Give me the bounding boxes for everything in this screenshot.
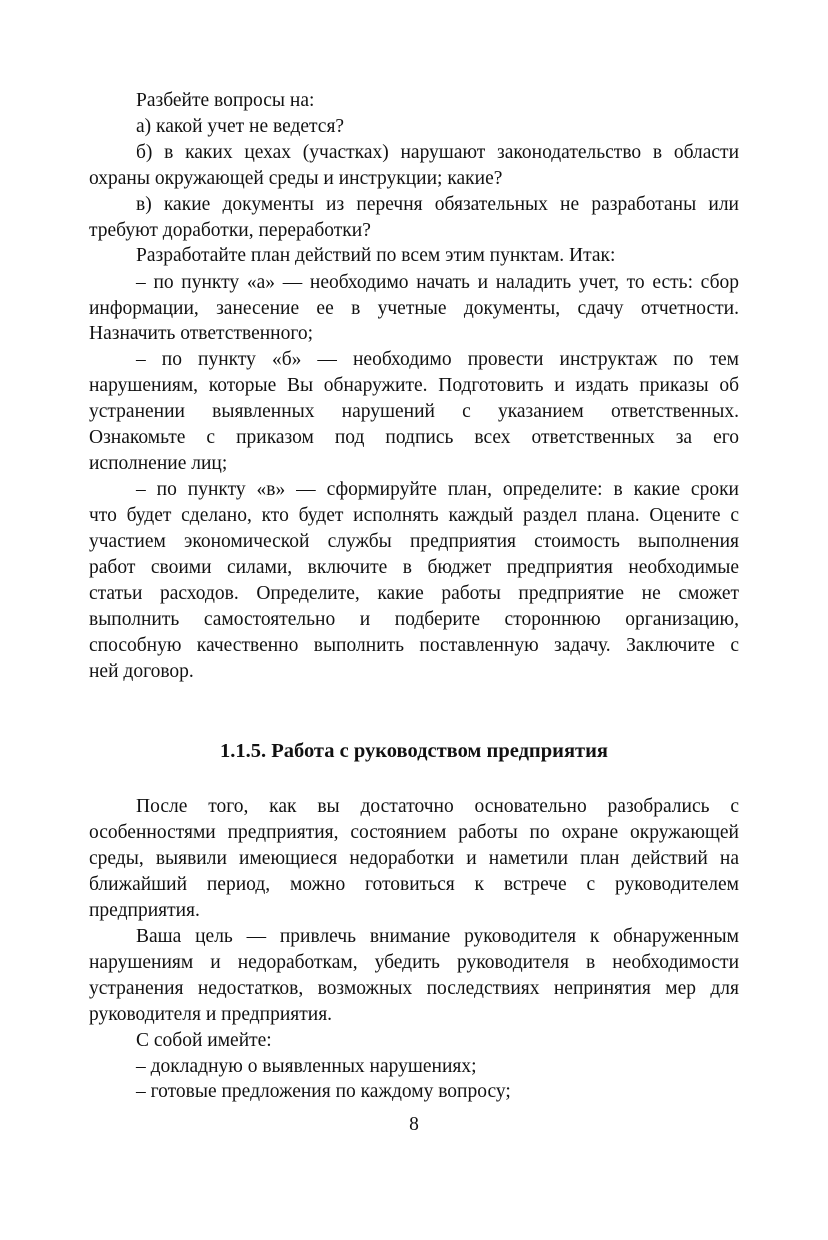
text-line: охраны окружающей среды и инструкции; какие? bbox=[89, 168, 503, 189]
text-line: ближайший период, можно готовиться к встрече с руководителем bbox=[89, 874, 739, 895]
text-line: исполнение лиц; bbox=[89, 453, 228, 474]
text-line: ней договор. bbox=[89, 661, 194, 682]
text-line: – по пункту «б» — необходимо провести инструктаж по тем bbox=[136, 349, 739, 370]
text-line: руководителя и предприятия. bbox=[89, 1004, 333, 1025]
text-line: Ваша цель — привлечь внимание руководителя к обнаруженным bbox=[136, 926, 739, 947]
text-line: устранении выявленных нарушений с указанием ответственных. bbox=[89, 401, 739, 422]
text-line: среды, выявили имеющиеся недоработки и наметили план действий на bbox=[89, 848, 739, 869]
text-line: а) какой учет не ведется? bbox=[136, 116, 345, 137]
text-line: – по пункту «а» — необходимо начать и наладить учет, то есть: сбор bbox=[136, 272, 739, 293]
text-line: Назначить ответственного; bbox=[89, 323, 314, 344]
text-line: нарушениям, которые Вы обнаружите. Подготовить и издать приказы об bbox=[89, 375, 739, 396]
text-line: в) какие документы из перечня обязательных не разработаны или bbox=[136, 194, 739, 215]
text-line: предприятия. bbox=[89, 900, 200, 921]
text-line: участием экономической службы предприятия стоимость выполнения bbox=[89, 531, 739, 552]
text-line: работ своими силами, включите в бюджет предприятия необходимые bbox=[89, 557, 739, 578]
page-number: 8 bbox=[409, 1114, 419, 1135]
text-line: – готовые предложения по каждому вопросу; bbox=[136, 1081, 511, 1102]
text-line: требуют доработки, переработки? bbox=[89, 220, 371, 241]
text-line: Разбейте вопросы на: bbox=[136, 90, 315, 111]
text-line: нарушениям и недоработкам, убедить руководителя в необходимости bbox=[89, 952, 739, 973]
text-line: что будет сделано, кто будет исполнять каждый раздел плана. Оцените с bbox=[89, 505, 739, 526]
section-heading: 1.1.5. Работа с руководством предприятия bbox=[219, 740, 609, 762]
text-line: устранения недостатков, возможных последствиях непринятия мер для bbox=[89, 978, 739, 999]
text-line: информации, занесение ее в учетные документы, сдачу отчетности. bbox=[89, 298, 739, 319]
text-line: статьи расходов. Определите, какие работы предприятие не сможет bbox=[89, 583, 739, 604]
text-line: – докладную о выявленных нарушениях; bbox=[136, 1056, 477, 1077]
text-line: способную качественно выполнить поставленную задачу. Заключите с bbox=[89, 635, 739, 656]
text-line: б) в каких цехах (участках) нарушают законодательство в области bbox=[136, 142, 739, 163]
text-line: С собой имейте: bbox=[136, 1030, 272, 1051]
text-line: – по пункту «в» — сформируйте план, определите: в какие сроки bbox=[136, 479, 739, 500]
text-line: Ознакомьте с приказом под подпись всех ответственных за его bbox=[89, 427, 739, 448]
text-line: особенностями предприятия, состоянием работы по охране окружающей bbox=[89, 822, 739, 843]
text-line: После того, как вы достаточно основательно разобрались с bbox=[136, 796, 739, 817]
text-line: Разработайте план действий по всем этим пунктам. Итак: bbox=[136, 245, 616, 266]
text-line: выполнить самостоятельно и подберите стороннюю организацию, bbox=[89, 609, 739, 630]
